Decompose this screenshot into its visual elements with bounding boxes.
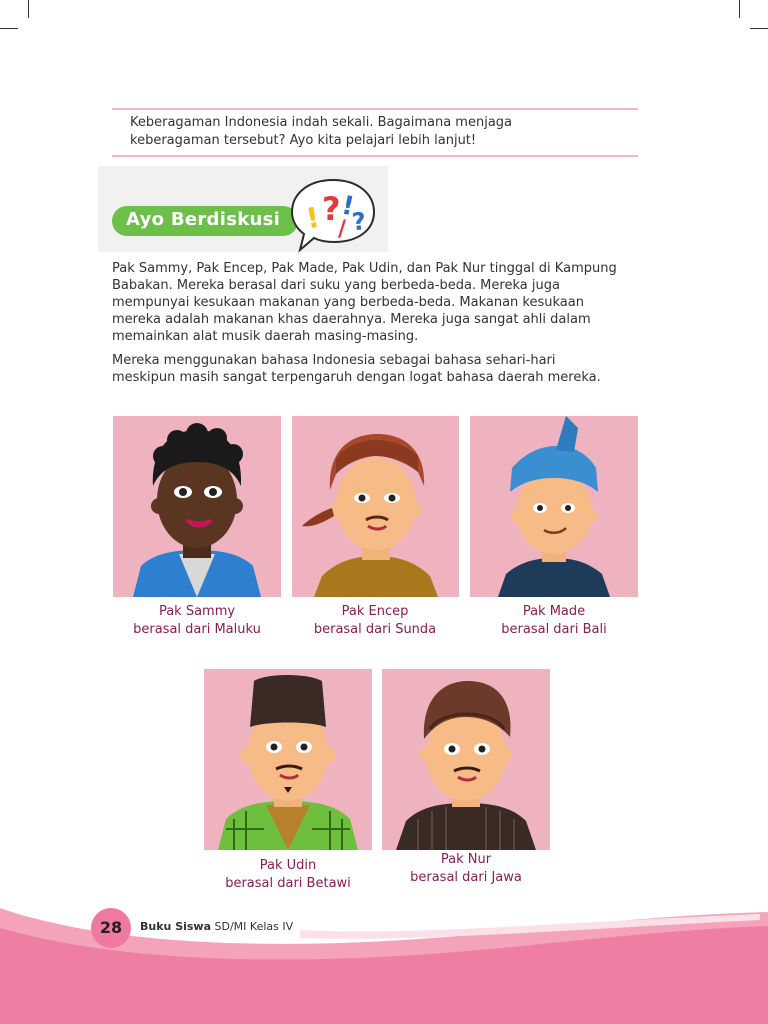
character-name: Pak Nur xyxy=(440,852,492,867)
paragraph-1-line: mempunyai kesukaan makanan yang berbeda-beda. Makanan kesukaan xyxy=(112,295,584,310)
crop-mark xyxy=(750,28,768,29)
character-name: Pak Sammy xyxy=(158,604,236,619)
bubble-mark-3: ! xyxy=(338,190,357,223)
character-origin: berasal dari Jawa xyxy=(410,870,522,885)
paragraph-2 xyxy=(112,352,647,386)
page-number: 28 xyxy=(99,918,123,937)
character-origin: berasal dari Bali xyxy=(501,622,607,637)
section-title: Ayo Berdiskusi xyxy=(126,209,281,230)
crop-mark xyxy=(28,0,29,18)
footer-book-bold: Buku Siswa xyxy=(140,920,212,933)
bubble-mark-5: / xyxy=(338,217,347,242)
paragraph-2-line: meskipun masih sangat terpengaruh dengan logat bahasa daerah mereka. xyxy=(112,370,601,385)
character-name: Pak Udin xyxy=(259,858,317,873)
portrait-pak-udin xyxy=(204,669,372,850)
caption-pak-sammy xyxy=(107,603,287,639)
illustration-pak-made xyxy=(470,416,638,597)
paragraph-1 xyxy=(112,260,647,345)
footer-book-rest: SD/MI Kelas IV xyxy=(211,920,294,933)
portrait-pak-sammy xyxy=(113,416,281,597)
intro-line-1: Keberagaman Indonesia indah sekali. Bagaimana menjaga xyxy=(130,115,513,130)
intro-text xyxy=(130,114,630,150)
bubble-mark-1: ! xyxy=(303,200,322,236)
paragraph-2-line: Mereka menggunakan bahasa Indonesia sebagai bahasa sehari-hari xyxy=(112,353,556,368)
intro-top-rule xyxy=(112,108,638,110)
portrait-pak-encep xyxy=(292,416,459,597)
paragraph-1-line: Babakan. Mereka berasal dari suku yang berbeda-beda. Mereka juga xyxy=(112,278,560,293)
caption-pak-made xyxy=(464,603,644,639)
footer-book-title xyxy=(140,920,293,933)
bubble-mark-2: ? xyxy=(322,190,341,228)
speech-bubble-icon xyxy=(286,176,380,256)
character-name: Pak Made xyxy=(522,604,586,619)
paragraph-1-line: memainkan alat musik daerah masing-masing. xyxy=(112,329,419,344)
intro-line-2: keberagaman tersebut? Ayo kita pelajari lebih lanjut! xyxy=(130,133,477,148)
character-origin: berasal dari Maluku xyxy=(133,622,261,637)
illustration-pak-udin xyxy=(204,669,372,850)
illustration-pak-sammy xyxy=(113,416,281,597)
paragraph-1-line: Pak Sammy, Pak Encep, Pak Made, Pak Udin, dan Pak Nur tinggal di Kampung xyxy=(112,261,617,276)
bubble-mark-4: ? xyxy=(350,207,368,237)
paragraph-1-line: mereka adalah makanan khas daerahnya. Mereka juga sangat ahli dalam xyxy=(112,312,591,327)
character-name: Pak Encep xyxy=(341,604,409,619)
caption-pak-nur xyxy=(376,851,556,887)
crop-mark xyxy=(0,28,18,29)
illustration-pak-nur xyxy=(382,669,550,850)
portrait-pak-made xyxy=(470,416,638,597)
character-origin: berasal dari Sunda xyxy=(313,622,437,637)
character-origin: berasal dari Betawi xyxy=(225,876,351,891)
crop-mark xyxy=(739,0,740,18)
portrait-pak-nur xyxy=(382,669,550,850)
illustration-pak-encep xyxy=(292,416,459,597)
intro-bottom-rule xyxy=(112,155,638,157)
caption-pak-udin xyxy=(198,857,378,893)
caption-pak-encep xyxy=(285,603,465,639)
